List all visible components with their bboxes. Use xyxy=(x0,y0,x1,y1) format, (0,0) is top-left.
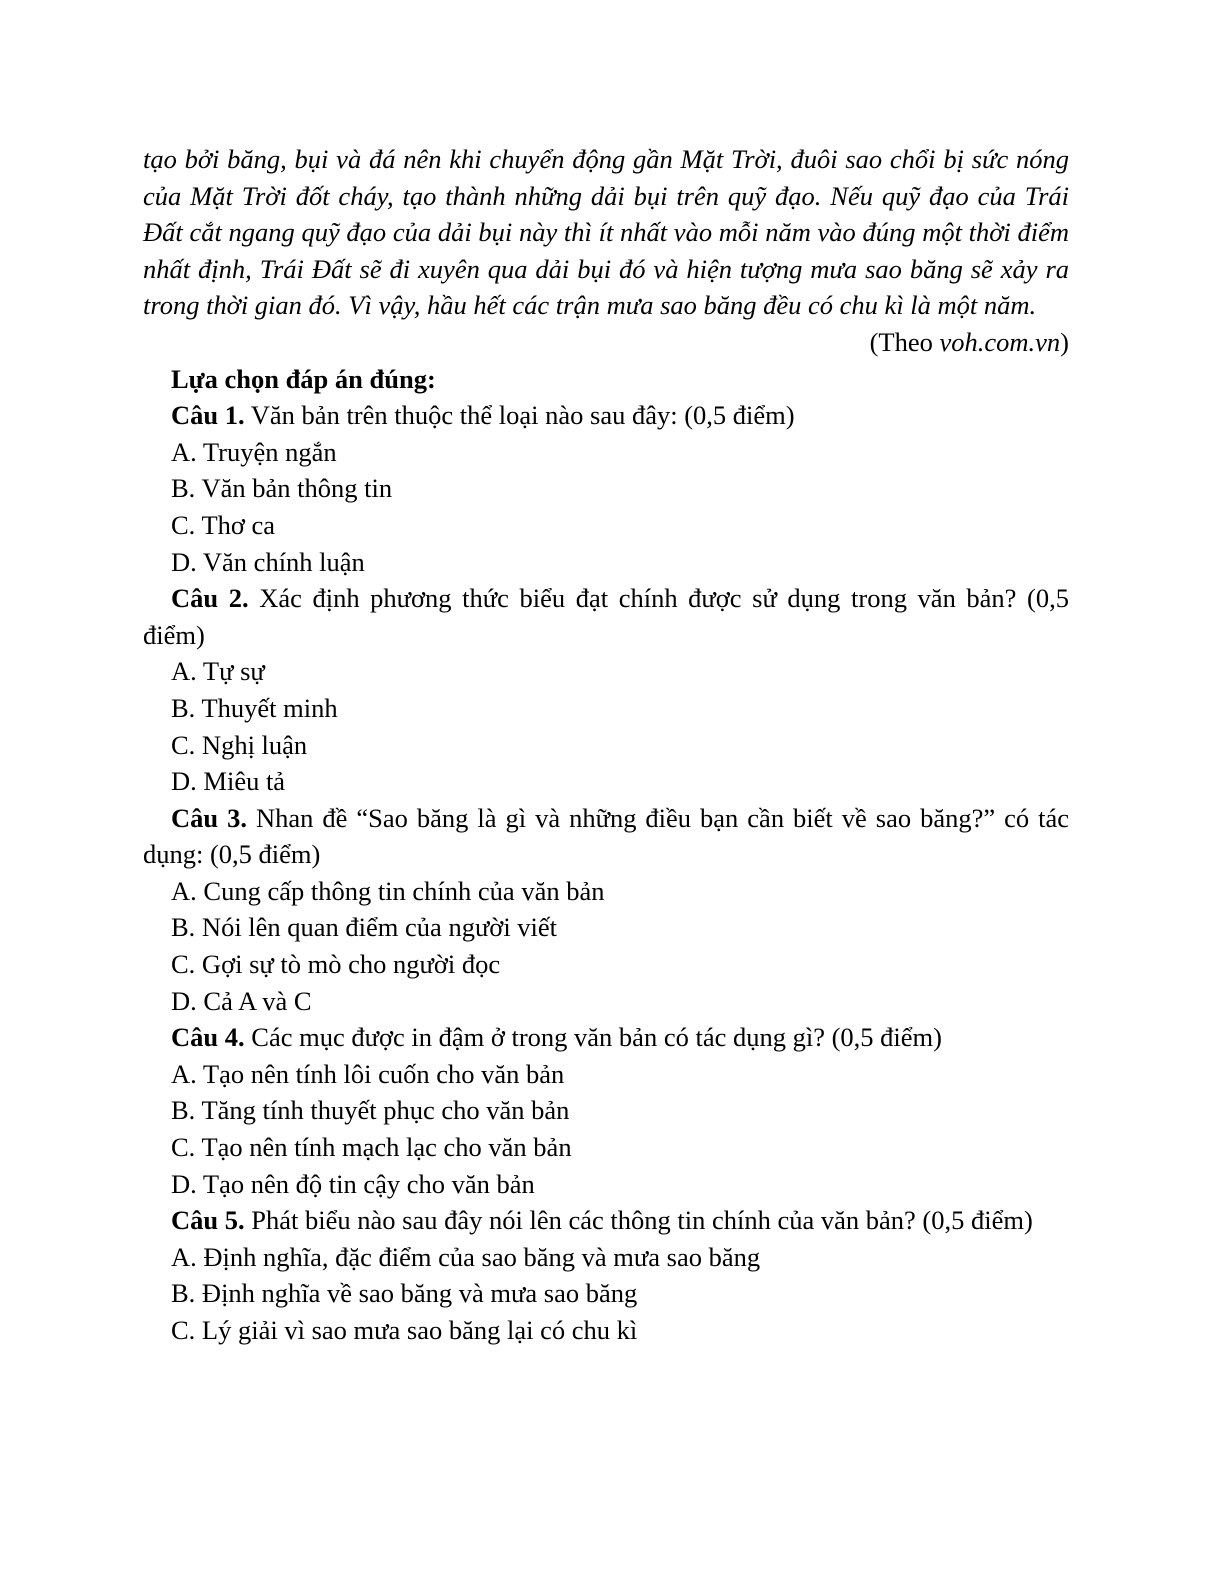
option-a[interactable]: A. Tạo nên tính lôi cuốn cho văn bản xyxy=(171,1058,565,1089)
document-page xyxy=(143,141,1069,1349)
option-b[interactable]: B. Nói lên quan điểm của người viết xyxy=(171,912,558,943)
option-a[interactable]: A. Truyện ngắn xyxy=(171,436,337,467)
instruction-heading: Lựa chọn đáp án đúng: xyxy=(171,363,436,394)
option-b[interactable]: B. Thuyết minh xyxy=(171,692,338,723)
source-citation xyxy=(143,324,1069,361)
option-c[interactable]: C. Tạo nên tính mạch lạc cho văn bản xyxy=(171,1132,572,1163)
option-a[interactable]: A. Định nghĩa, đặc điểm của sao băng và mưa sao băng xyxy=(171,1241,761,1272)
source-site: voh.com.vn xyxy=(939,326,1061,357)
passage-line: của Trái Đất cắt ngang quỹ đạo của dải bụi này thì ít nhất vào mỗi năm vào đúng xyxy=(143,180,1070,248)
source-suffix: ) xyxy=(1060,326,1069,357)
question-number: Câu 2. xyxy=(171,583,249,614)
option-a[interactable]: A. Tự sự xyxy=(171,656,265,687)
option-b[interactable]: B. Định nghĩa về sao băng và mưa sao băng xyxy=(171,1278,638,1309)
question-number: Câu 4. xyxy=(171,1022,245,1053)
question-1 xyxy=(143,397,1069,434)
option-b[interactable]: B. Văn bản thông tin xyxy=(171,473,393,504)
question-number: Câu 5. xyxy=(171,1205,245,1236)
question-text: Nhan đề “Sao băng là gì và những điều bạn cần biết về sao băng?” có tác dụng: (0,5 điểm) xyxy=(143,802,1069,870)
option-d[interactable]: D. Miêu tả xyxy=(171,766,286,797)
option-c[interactable]: C. Gợi sự tò mò cho người đọc xyxy=(171,949,501,980)
passage-line: nóng của Mặt Trời đốt cháy, tạo thành những dải bụi trên quỹ đạo. Nếu quỹ đạo xyxy=(143,144,1070,211)
question-number: Câu 1. xyxy=(171,400,245,431)
option-c[interactable]: C. Thơ ca xyxy=(171,509,276,540)
question-text: Phát biểu nào sau đây nói lên các thông tin chính của văn bản? (0,5 điểm) xyxy=(244,1205,1033,1236)
option-c[interactable]: C. Nghị luận xyxy=(171,729,308,760)
source-prefix: (Theo xyxy=(869,326,940,357)
option-d[interactable]: D. Tạo nên độ tin cậy cho văn bản xyxy=(171,1168,535,1199)
option-a[interactable]: A. Cung cấp thông tin chính của văn bản xyxy=(171,875,605,906)
question-5 xyxy=(143,1202,1069,1239)
question-text: Xác định phương thức biểu đạt chính được sử dụng trong văn bản? (0,5 điểm) xyxy=(143,583,1069,650)
question-text: Văn bản trên thuộc thể loại nào sau đây: (0,5 điểm) xyxy=(244,400,795,431)
option-d[interactable]: D. Văn chính luận xyxy=(171,546,365,577)
option-d[interactable]: D. Cả A và C xyxy=(171,985,312,1016)
passage-line: sao băng sẽ xảy ra trong thời gian đó. Vì vậy, hầu hết các trận mưa sao băng đều xyxy=(143,253,1070,321)
question-4 xyxy=(143,1019,1069,1056)
question-text: Các mục được in đậm ở trong văn bản có tác dụng gì? (0,5 điểm) xyxy=(244,1022,942,1053)
passage-paragraph xyxy=(143,141,1069,324)
option-b[interactable]: B. Tăng tính thuyết phục cho văn bản xyxy=(171,1095,570,1126)
option-c[interactable]: C. Lý giải vì sao mưa sao băng lại có chu kì xyxy=(171,1315,638,1345)
question-2 xyxy=(143,580,1069,653)
passage-line: tạo bởi băng, bụi và đá nên khi chuyển động gần Mặt Trời, đuôi sao chổi bị sức xyxy=(143,144,1009,174)
passage-line: một thời điểm nhất định, Trái Đất sẽ đi xuyên qua dải bụi đó và hiện tượng mưa xyxy=(143,217,1069,284)
question-3 xyxy=(143,800,1069,873)
passage-line: có chu kì là một năm. xyxy=(808,290,1037,321)
question-number: Câu 3. xyxy=(171,802,247,833)
